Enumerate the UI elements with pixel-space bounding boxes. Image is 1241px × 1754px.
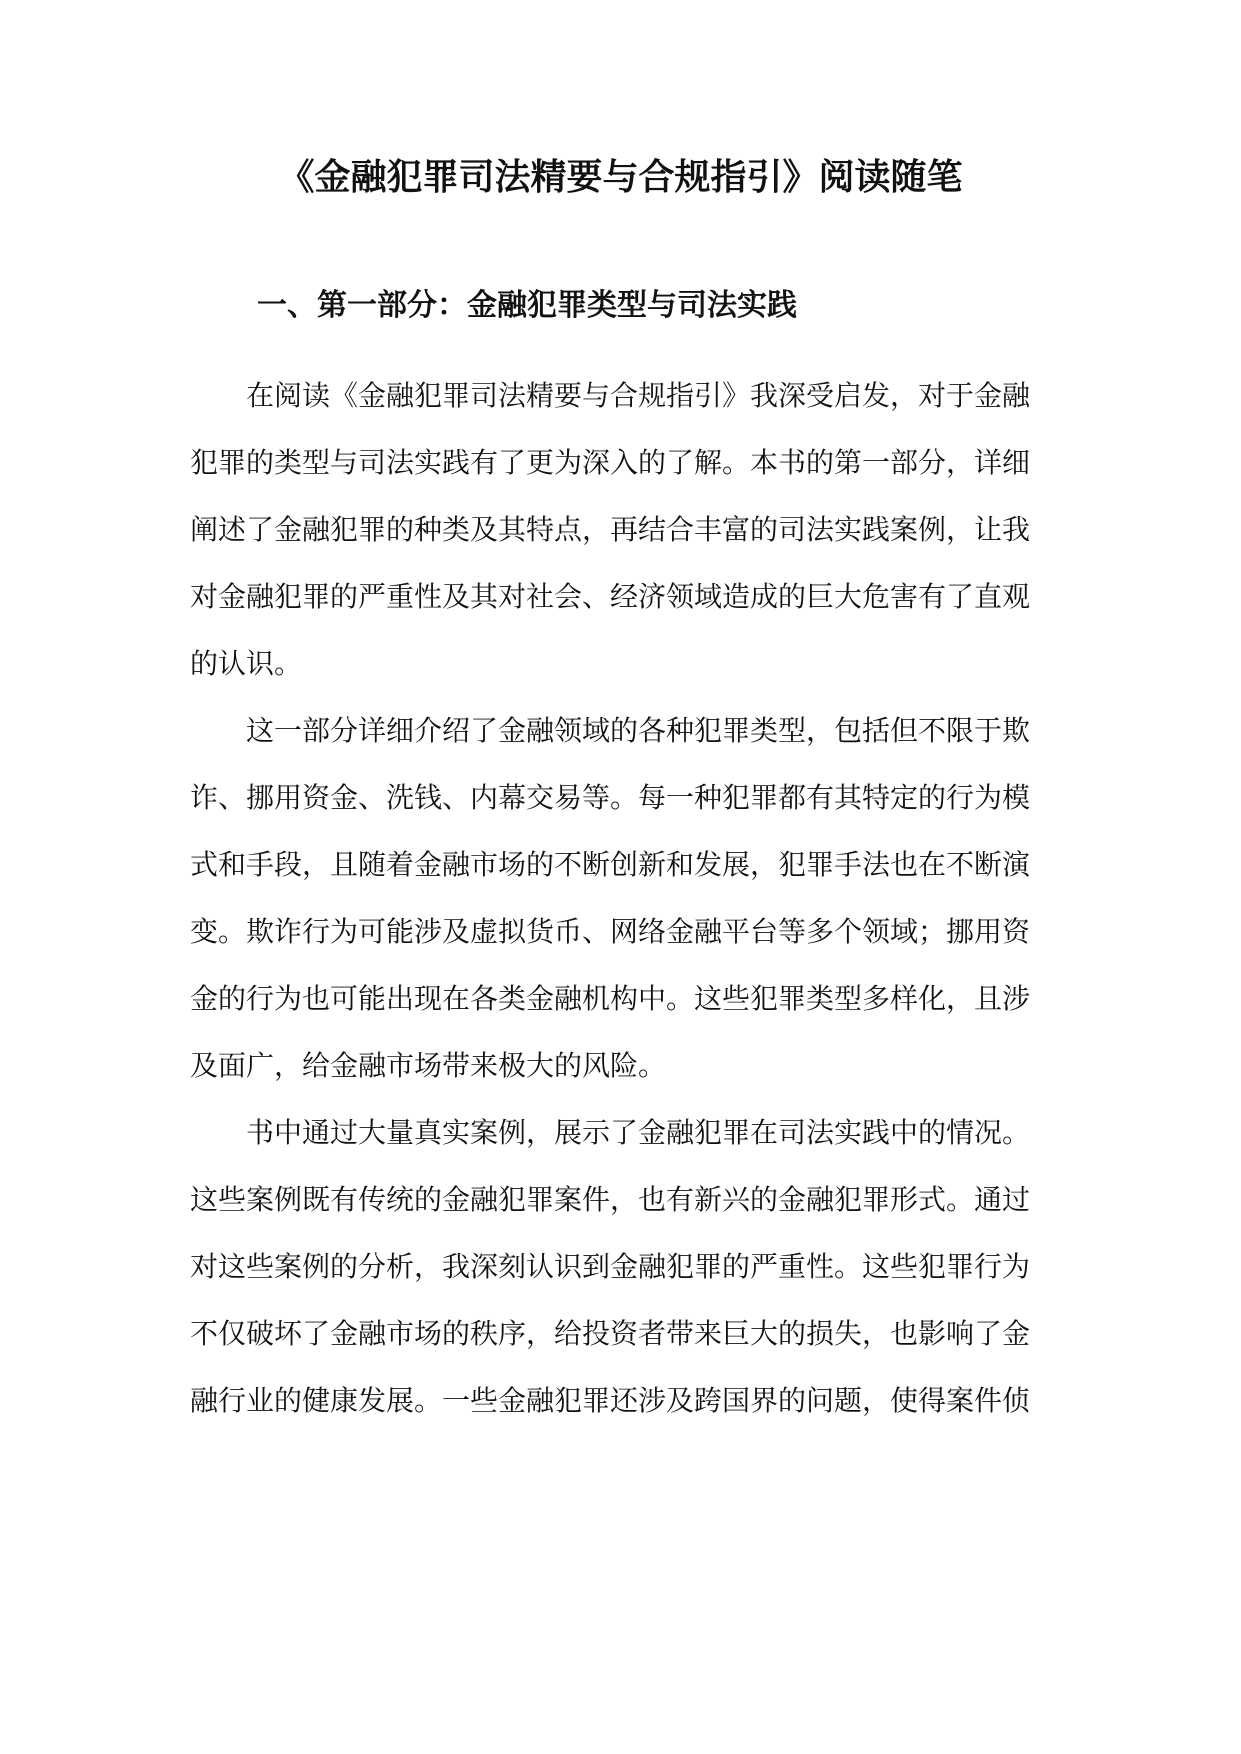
text-line: 对金融犯罪的严重性及其对社会、经济领域造成的巨大危害有了直观 [190, 580, 1031, 613]
text-line: 及面广，给金融市场带来极大的风险。 [190, 1049, 667, 1082]
text-line: 在阅读《金融犯罪司法精要与合规指引》我深受启发，对于金融 [246, 379, 1031, 412]
text-line: 变。欺诈行为可能涉及虚拟货币、网络金融平台等多个领域；挪用资 [190, 915, 1031, 948]
text-line: 这些案例既有传统的金融犯罪案件，也有新兴的金融犯罪形式。通过 [190, 1183, 1031, 1216]
text-line: 的认识。 [190, 647, 303, 680]
paragraph [190, 1099, 1050, 1434]
text-line: 融行业的健康发展。一些金融犯罪还涉及跨国界的问题，使得案件侦 [190, 1384, 1031, 1417]
section-heading: 一、第一部分：金融犯罪类型与司法实践 [257, 288, 797, 323]
text-line: 金的行为也可能出现在各类金融机构中。这些犯罪类型多样化，且涉 [190, 982, 1031, 1015]
text-line: 对这些案例的分析，我深刻认识到金融犯罪的严重性。这些犯罪行为 [190, 1250, 1031, 1283]
document-title: 《金融犯罪司法精要与合规指引》阅读随笔 [278, 156, 963, 198]
text-line: 阐述了金融犯罪的种类及其特点，再结合丰富的司法实践案例，让我 [190, 513, 1031, 546]
text-line: 犯罪的类型与司法实践有了更为深入的了解。本书的第一部分，详细 [190, 446, 1031, 479]
text-line: 不仅破坏了金融市场的秩序，给投资者带来巨大的损失，也影响了金 [190, 1317, 1031, 1350]
text-line: 式和手段，且随着金融市场的不断创新和发展，犯罪手法也在不断演 [190, 848, 1031, 881]
text-line: 书中通过大量真实案例，展示了金融犯罪在司法实践中的情况。 [246, 1116, 1031, 1149]
document-body [190, 362, 1050, 1434]
paragraph [190, 362, 1050, 697]
paragraph [190, 697, 1050, 1099]
text-line: 这一部分详细介绍了金融领域的各种犯罪类型，包括但不限于欺 [246, 714, 1031, 747]
text-line: 诈、挪用资金、洗钱、内幕交易等。每一种犯罪都有其特定的行为模 [190, 781, 1031, 814]
